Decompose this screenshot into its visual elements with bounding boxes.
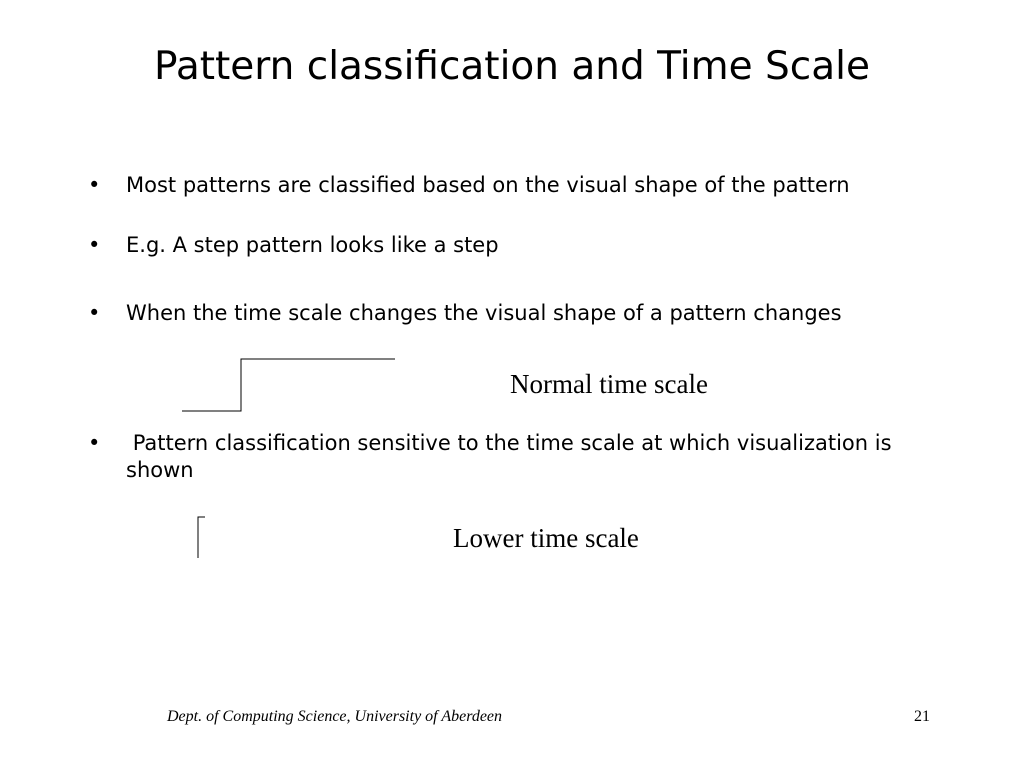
normal-step-pattern [182,359,395,411]
lower-step-pattern [198,517,205,558]
normal-time-scale-caption: Normal time scale [510,369,708,399]
bullet-item [88,430,918,484]
bullet-marker: • [88,233,101,257]
bullet-text: When the time scale changes the visual shape of a pattern changes [126,301,842,325]
slide-title: Pattern classification and Time Scale [154,44,870,89]
footer-page-number: 21 [914,708,930,725]
bullet-text: Most patterns are classified based on the visual shape of the pattern [126,173,850,197]
footer-department: Dept. of Computing Science, University of Aberdeen [167,708,503,725]
lower-time-scale-caption: Lower time scale [453,523,639,553]
bullet-marker: • [88,431,101,455]
bullet-marker: • [88,173,101,197]
bullet-text: E.g. A step pattern looks like a step [126,233,499,257]
bullet-marker: • [88,301,101,325]
bullet-text: Pattern classification sensitive to the time scale at which visualization is shown [126,431,899,482]
